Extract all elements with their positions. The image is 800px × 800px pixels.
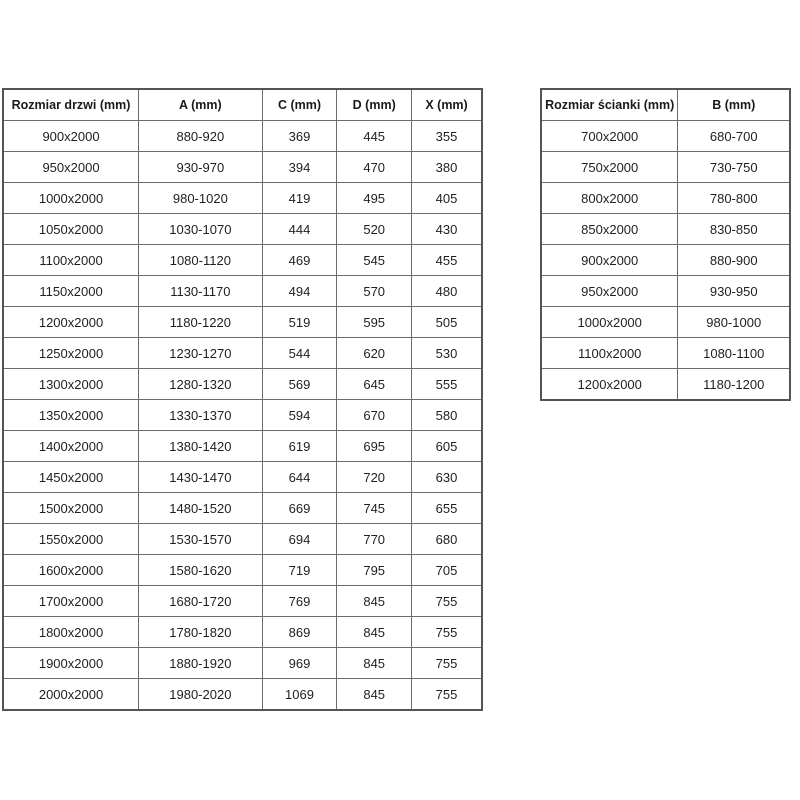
- table-cell: 950x2000: [541, 276, 678, 307]
- table-cell: 495: [337, 183, 412, 214]
- table-cell: 580: [412, 400, 482, 431]
- table-cell: 900x2000: [541, 245, 678, 276]
- table-cell: 1180-1220: [139, 307, 263, 338]
- table-cell: 1330-1370: [139, 400, 263, 431]
- table-cell: 430: [412, 214, 482, 245]
- door-size-table: [2, 88, 483, 711]
- table-cell: 845: [337, 617, 412, 648]
- table-cell: 1900x2000: [3, 648, 139, 679]
- table-cell: 1680-1720: [139, 586, 263, 617]
- table-cell: 1580-1620: [139, 555, 263, 586]
- table-row: [3, 214, 482, 245]
- table-row: [3, 679, 482, 711]
- table-row: [3, 555, 482, 586]
- table-cell: 469: [262, 245, 337, 276]
- table-cell: 1430-1470: [139, 462, 263, 493]
- table-cell: 745: [337, 493, 412, 524]
- table-cell: 1150x2000: [3, 276, 139, 307]
- table-cell: 1180-1200: [678, 369, 790, 401]
- table-cell: 1100x2000: [3, 245, 139, 276]
- table-cell: 830-850: [678, 214, 790, 245]
- table-cell: 419: [262, 183, 337, 214]
- table-cell: 1450x2000: [3, 462, 139, 493]
- header-row: [3, 89, 482, 121]
- table-cell: 655: [412, 493, 482, 524]
- table-cell: 1400x2000: [3, 431, 139, 462]
- table-cell: 1080-1120: [139, 245, 263, 276]
- table-cell: 1230-1270: [139, 338, 263, 369]
- table-row: [541, 338, 790, 369]
- table-row: [541, 369, 790, 401]
- column-header: C (mm): [262, 89, 337, 121]
- table-row: [3, 276, 482, 307]
- table-cell: 769: [262, 586, 337, 617]
- table-cell: 2000x2000: [3, 679, 139, 711]
- table-cell: 630: [412, 462, 482, 493]
- table-cell: 1380-1420: [139, 431, 263, 462]
- table-cell: 544: [262, 338, 337, 369]
- table-cell: 470: [337, 152, 412, 183]
- table-cell: 669: [262, 493, 337, 524]
- table-cell: 1600x2000: [3, 555, 139, 586]
- table-cell: 1069: [262, 679, 337, 711]
- table-cell: 1200x2000: [541, 369, 678, 401]
- column-header: A (mm): [139, 89, 263, 121]
- table-row: [3, 493, 482, 524]
- table-cell: 555: [412, 369, 482, 400]
- table-cell: 670: [337, 400, 412, 431]
- table-cell: 850x2000: [541, 214, 678, 245]
- table-cell: 719: [262, 555, 337, 586]
- table-cell: 644: [262, 462, 337, 493]
- table-row: [541, 152, 790, 183]
- table-cell: 795: [337, 555, 412, 586]
- table-cell: 694: [262, 524, 337, 555]
- table-row: [3, 307, 482, 338]
- table-row: [3, 121, 482, 152]
- table-cell: 605: [412, 431, 482, 462]
- table-cell: 680-700: [678, 121, 790, 152]
- table-cell: 505: [412, 307, 482, 338]
- table-row: [3, 400, 482, 431]
- table-cell: 980-1000: [678, 307, 790, 338]
- table-cell: 394: [262, 152, 337, 183]
- table-row: [3, 617, 482, 648]
- table-cell: 530: [412, 338, 482, 369]
- table-cell: 570: [337, 276, 412, 307]
- table-cell: 445: [337, 121, 412, 152]
- table-cell: 1080-1100: [678, 338, 790, 369]
- table-cell: 545: [337, 245, 412, 276]
- table-cell: 705: [412, 555, 482, 586]
- table-cell: 1980-2020: [139, 679, 263, 711]
- table-cell: 355: [412, 121, 482, 152]
- table-cell: 1250x2000: [3, 338, 139, 369]
- table-row: [3, 152, 482, 183]
- table-cell: 680: [412, 524, 482, 555]
- table-row: [541, 214, 790, 245]
- table-cell: 900x2000: [3, 121, 139, 152]
- table-cell: 1800x2000: [3, 617, 139, 648]
- header-row: [541, 89, 790, 121]
- table-row: [3, 431, 482, 462]
- table-cell: 755: [412, 648, 482, 679]
- table-cell: 405: [412, 183, 482, 214]
- table-cell: 800x2000: [541, 183, 678, 214]
- table-cell: 1000x2000: [3, 183, 139, 214]
- table-cell: 1550x2000: [3, 524, 139, 555]
- table-cell: 845: [337, 648, 412, 679]
- column-header: D (mm): [337, 89, 412, 121]
- table-cell: 645: [337, 369, 412, 400]
- table-cell: 780-800: [678, 183, 790, 214]
- table-cell: 1780-1820: [139, 617, 263, 648]
- table-cell: 845: [337, 586, 412, 617]
- table-row: [541, 121, 790, 152]
- table-cell: 980-1020: [139, 183, 263, 214]
- table-cell: 700x2000: [541, 121, 678, 152]
- table-cell: 369: [262, 121, 337, 152]
- table-row: [541, 276, 790, 307]
- table-cell: 1280-1320: [139, 369, 263, 400]
- table-cell: 520: [337, 214, 412, 245]
- table-cell: 569: [262, 369, 337, 400]
- table-cell: 1030-1070: [139, 214, 263, 245]
- table-cell: 480: [412, 276, 482, 307]
- table-cell: 869: [262, 617, 337, 648]
- table-cell: 695: [337, 431, 412, 462]
- table-row: [3, 462, 482, 493]
- table-cell: 880-900: [678, 245, 790, 276]
- table-cell: 755: [412, 586, 482, 617]
- table-cell: 880-920: [139, 121, 263, 152]
- table-row: [3, 369, 482, 400]
- table-row: [3, 245, 482, 276]
- table-cell: 444: [262, 214, 337, 245]
- table-cell: 1350x2000: [3, 400, 139, 431]
- table-cell: 619: [262, 431, 337, 462]
- table-cell: 1100x2000: [541, 338, 678, 369]
- table-cell: 1500x2000: [3, 493, 139, 524]
- column-header: Rozmiar drzwi (mm): [3, 89, 139, 121]
- table-cell: 730-750: [678, 152, 790, 183]
- table-cell: 620: [337, 338, 412, 369]
- table-cell: 455: [412, 245, 482, 276]
- table-cell: 750x2000: [541, 152, 678, 183]
- table-cell: 969: [262, 648, 337, 679]
- table-cell: 930-970: [139, 152, 263, 183]
- table-cell: 930-950: [678, 276, 790, 307]
- table-cell: 1200x2000: [3, 307, 139, 338]
- table-cell: 770: [337, 524, 412, 555]
- table-cell: 1530-1570: [139, 524, 263, 555]
- column-header: Rozmiar ścianki (mm): [541, 89, 678, 121]
- table-row: [541, 307, 790, 338]
- table-cell: 755: [412, 617, 482, 648]
- table-cell: 1000x2000: [541, 307, 678, 338]
- table-cell: 494: [262, 276, 337, 307]
- table-cell: 380: [412, 152, 482, 183]
- column-header: B (mm): [678, 89, 790, 121]
- table-row: [541, 183, 790, 214]
- table-cell: 950x2000: [3, 152, 139, 183]
- table-cell: 519: [262, 307, 337, 338]
- wall-size-table: [540, 88, 791, 401]
- table-row: [541, 245, 790, 276]
- table-row: [3, 586, 482, 617]
- table-cell: 1130-1170: [139, 276, 263, 307]
- table-cell: 594: [262, 400, 337, 431]
- table-row: [3, 338, 482, 369]
- table-cell: 1480-1520: [139, 493, 263, 524]
- table-cell: 755: [412, 679, 482, 711]
- table-cell: 720: [337, 462, 412, 493]
- table-cell: 1700x2000: [3, 586, 139, 617]
- table-cell: 1050x2000: [3, 214, 139, 245]
- table-row: [3, 183, 482, 214]
- column-header: X (mm): [412, 89, 482, 121]
- table-cell: 1300x2000: [3, 369, 139, 400]
- table-cell: 1880-1920: [139, 648, 263, 679]
- table-cell: 595: [337, 307, 412, 338]
- table-cell: 845: [337, 679, 412, 711]
- table-row: [3, 524, 482, 555]
- table-row: [3, 648, 482, 679]
